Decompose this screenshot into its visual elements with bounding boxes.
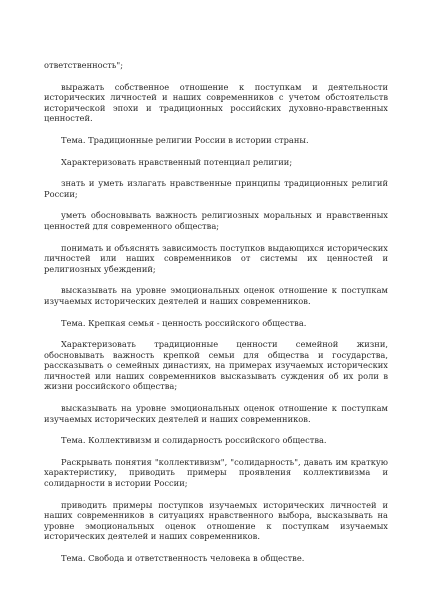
paragraph-moral-choice-examples: приводить примеры поступков изучаемых исторических личностей и наших современников в ситуациях нравственного выбора, высказывать на уровне эмоциональных оценок отношение к поступкам изучаемых исторических деятелей и наших современников.: [44, 499, 388, 542]
paragraph-continuation: ответственность";: [44, 60, 123, 70]
topic-heading-religions: Тема. Традиционные религии России в истории страны.: [61, 134, 309, 145]
topic-heading-collectivism: Тема. Коллективизм и солидарность российского общества.: [61, 435, 327, 446]
paragraph-collectivism-concepts: Раскрывать понятия "коллективизм", "солидарность", давать им краткую характеристику, приводить примеры проявления коллективизма и солидарности в истории России;: [44, 456, 388, 489]
paragraph-values-dependency: понимать и объяснять зависимость поступков выдающихся исторических личностей или наших современников от системы их ценностей и религиозных убеждений;: [44, 242, 388, 274]
paragraph-moral-principles: знать и уметь излагать нравственные принципы традиционных религий России;: [44, 178, 388, 199]
topic-heading-family: Тема. Крепкая семья - ценность российского общества.: [61, 317, 307, 328]
paragraph-family-values: Характеризовать традиционные ценности семейной жизни, обосновывать важность крепкой семьи для общества и государства, рассказывать о семейных династиях, на примерах изучаемых исторических личностей или наших современников высказывать суждения об их роли в жизни российского общества;: [44, 339, 388, 392]
document-body: [44, 60, 388, 575]
paragraph-attitude-historical-figures: выражать собственное отношение к поступкам и деятельности исторических личностей и наших современников с учетом обстоятельств исторической эпохи и традиционных российских духовно-нравственных ценностей.: [44, 81, 388, 124]
paragraph-emotional-assessment-2: высказывать на уровне эмоциональных оценок отношение к поступкам изучаемых исторических деятелей и наших современников.: [44, 403, 388, 424]
paragraph-emotional-assessment-1: высказывать на уровне эмоциональных оценок отношение к поступкам изучаемых исторических деятелей и наших современников.: [44, 285, 388, 306]
paragraph-religious-values: уметь обосновывать важность религиозных моральных и нравственных ценностей для современного общества;: [44, 210, 388, 231]
topic-heading-freedom: Тема. Свобода и ответственность человека в обществе.: [61, 553, 305, 563]
paragraph-religion-potential: Характеризовать нравственный потенциал религии;: [61, 156, 293, 167]
